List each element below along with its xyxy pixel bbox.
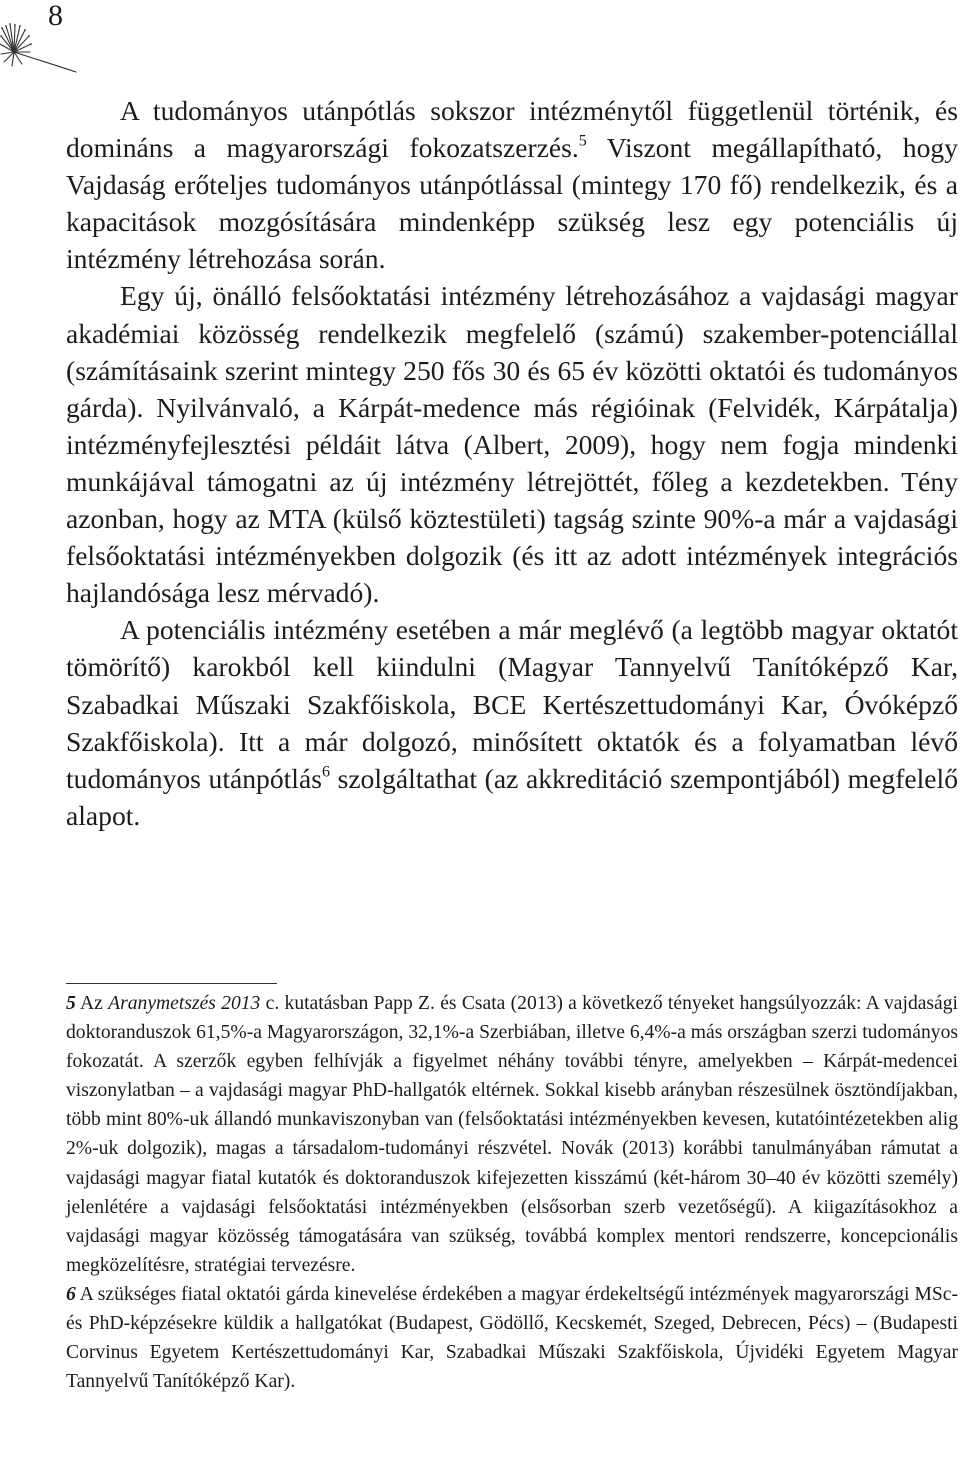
footnote-ref-5[interactable]: 5	[578, 132, 587, 150]
paragraph-2: Egy új, önálló felsőoktatási intézmény létrehozásához a vajdasági magyar akadémiai közösség rendelkezik megfelelő (számú) szakember-potenciállal (számításaink szerint mintegy 250 fős 30 és 65 év közötti oktatói és tudományos gárda). Nyilvánvaló, a Kárpát-medence más régióinak (Felvidék, Kárpátalja) intézményfejlesztési példáit látva (Albert, 2009), hogy nem fogja mindenki munkájával támogatni az új intézmény létrejöttét, főleg a kezdetekben. Tény azonban, hogy az MTA (külső köztestületi) tagság szinte 90%-a már a vajdasági felsőoktatási intézményekben dolgozik (és itt az adott intézmények integrációs hajlandósága lesz mérvadó).	[66, 280, 958, 609]
dandelion-seed-icon	[0, 22, 80, 74]
footnote-5-pre: Az	[75, 993, 109, 1014]
paragraph-1-text-b: Viszont megállapítható, hogy Vajdaság erőteljes tudományos utánpótlással (mintegy 170 fő) rendelkezik, és a kapacitások mozgósítására mindenképp szükség lesz egy potenciális új intézmény létrehozása során.	[66, 132, 958, 275]
footnote-6	[66, 1280, 958, 1396]
paragraph-3-text-b: szolgáltathat (az akkreditáció szempontjából) megfelelő alapot.	[66, 762, 959, 831]
footnote-6-text: A szükséges fiatal oktatói gárda kinevelése érdekében a magyar érdekeltségű intézmények magyarországi MSc- és PhD-képzésekre küldik a hallgatókat (Budapest, Gödöllő, Kecskemét, Szeged, Debrecen, Pécs) – (Budapesti Corvinus Egyetem Kertészettudományi Kar, Szabadkai Műszaki Szakfőiskola, Újvidéki Egyetem Magyar Tannyelvű Tanítóképző Kar).	[66, 1283, 958, 1393]
footnote-5	[66, 989, 958, 1280]
paragraph-1-text-a: A tudományos utánpótlás sokszor intézménytől függetlenül történik, és domináns a magyarországi fokozatszerzés.	[66, 95, 958, 164]
paragraph-1	[66, 92, 958, 277]
footnotes	[66, 989, 958, 1396]
footnote-ref-6[interactable]: 6	[321, 763, 330, 781]
footnote-5-text: c. kutatásban Papp Z. és Csata (2013) a következő tényeket hangsúlyozzák: A vajdasági doktoranduszok 61,5%-a Magyarországon, 32,1%-a Szerbiában, illetve 6,4%-a más országban szerzi tudományos fokozatát. A szerzők egyben felhívják a figyelmet néhány további tényre, amelyekben – Kárpát-medencei viszonylatban – a vajdasági magyar PhD-hallgatók eltérnek. Sokkal kisebb arányban részesülnek ösztöndíjakban, több mint 80%-uk állandó munkaviszonyban van (felsőoktatási intézményekben kevesen, kutatóintézetekben alig 2%-uk dolgozik), magas a társadalom-tudományi részvétel. Novák (2013) korábbi tanulmányában rámutat a vajdasági magyar fiatal kutatók és doktoranduszok kifejezetten kisszámú (két-három 30–40 év közötti személy) jelenlétére a vajdasági felsőoktatási intézményekben (elsősorban szerb vezetőségű). A kiigazításokhoz a vajdasági magyar közösség támogatására van szükség, továbbá komplex mentori rendszerre, koncepcionális megközelítésre, stratégiai tervezésre.	[66, 993, 958, 1276]
paragraph-3-text-a: A potenciális intézmény esetében a már meglévő (a legtöbb magyar oktatót tömörítő) karokból kell kiindulni (Magyar Tannyelvű Tanítóképző Kar, Szabadkai Műszaki Szakfőiskola, BCE Kertészettudományi Kar, Óvóképző Szakfőiskola). Itt a már dolgozó, minősített oktatók és a folyamatban lévő tudományos utánpótlás	[66, 614, 958, 794]
page-number: 8	[48, 0, 63, 32]
footnote-6-number: 6	[66, 1283, 76, 1305]
paragraph-3	[66, 611, 958, 834]
footnote-5-title: Aranymetszés 2013	[108, 993, 261, 1014]
footnote-5-number: 5	[66, 993, 76, 1014]
main-text	[66, 92, 958, 834]
footnote-divider	[66, 983, 277, 984]
